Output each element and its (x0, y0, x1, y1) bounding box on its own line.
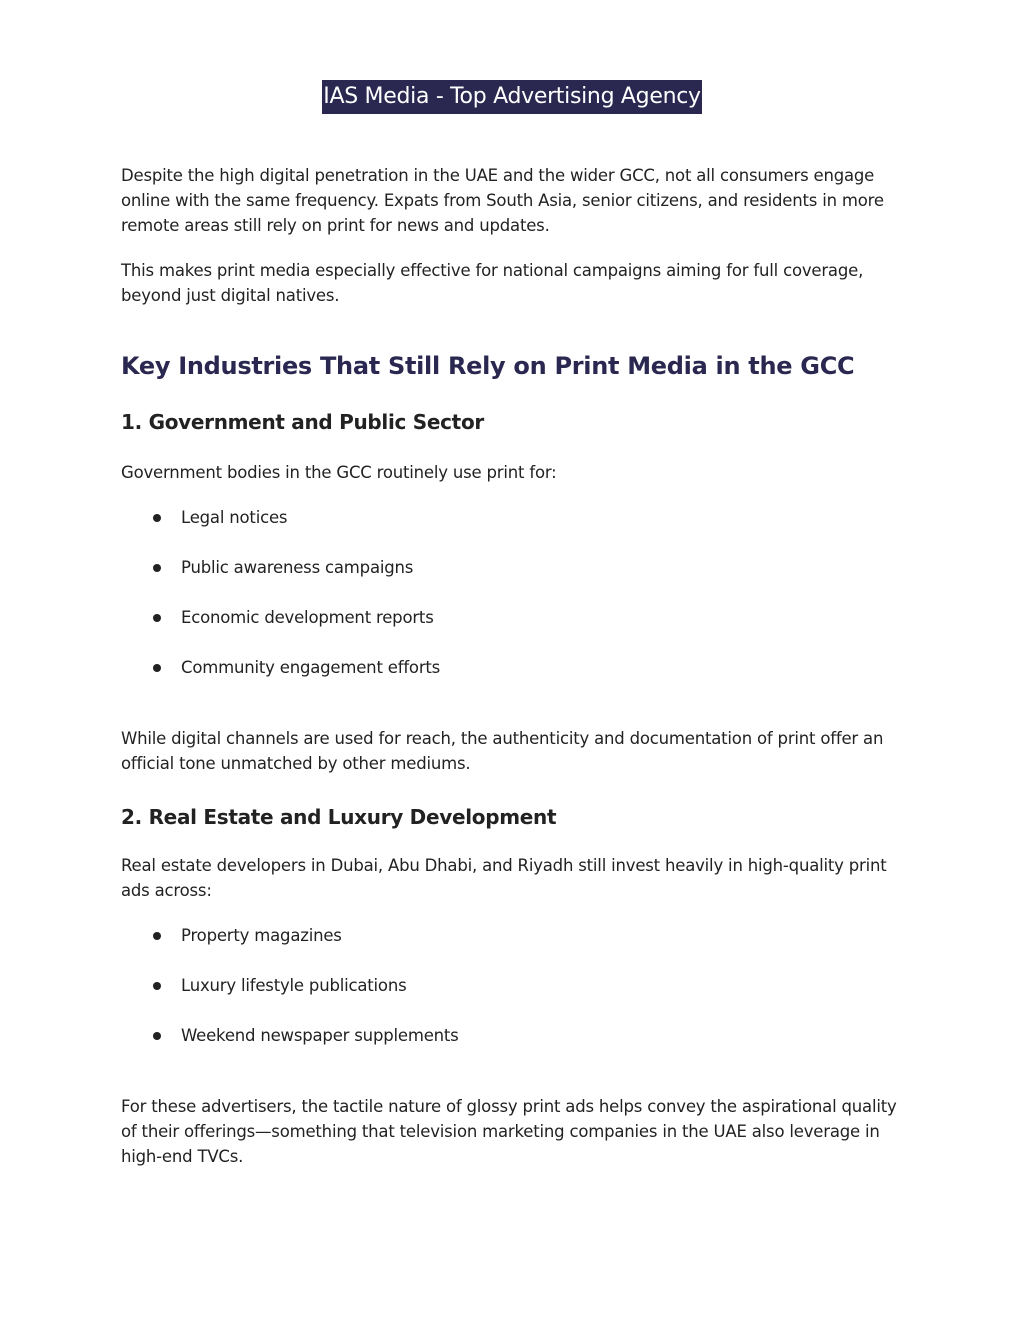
list-item-text: Economic development reports (181, 608, 434, 627)
bullet-icon (153, 514, 161, 522)
government-list (121, 505, 906, 705)
list-item-text: Legal notices (181, 508, 288, 527)
section-title: Key Industries That Still Rely on Print Media in the GCC (121, 352, 855, 380)
list-item-text: Public awareness campaigns (181, 558, 414, 577)
list-item-text: Weekend newspaper supplements (181, 1026, 459, 1045)
list-item (121, 973, 906, 1023)
list-item (121, 605, 906, 655)
list-item (121, 923, 906, 973)
list-item-text: Property magazines (181, 926, 342, 945)
list-item (121, 655, 906, 705)
header-title: IAS Media - Top Advertising Agency (322, 80, 701, 114)
real-estate-list (121, 923, 906, 1073)
intro-paragraph-2: This makes print media especially effective for national campaigns aiming for full coverage, beyond just digital natives. (121, 261, 864, 305)
bullet-icon (153, 982, 161, 990)
list-item (121, 505, 906, 555)
government-closing: While digital channels are used for reach, the authenticity and documentation of print offer an official tone unmatched by other mediums. (121, 729, 884, 773)
bullet-icon (153, 664, 161, 672)
bullet-icon (153, 932, 161, 940)
government-heading: 1. Government and Public Sector (121, 410, 484, 434)
real-estate-closing: For these advertisers, the tactile nature of glossy print ads helps convey the aspirational quality of their offerings—something that television marketing companies in the UAE also leverage in high-end TVCs. (121, 1097, 897, 1166)
header-banner (0, 80, 1024, 114)
bullet-icon (153, 614, 161, 622)
document-body (121, 163, 906, 1169)
real-estate-heading: 2. Real Estate and Luxury Development (121, 805, 557, 829)
list-item-text: Luxury lifestyle publications (181, 976, 407, 995)
bullet-icon (153, 1032, 161, 1040)
list-item (121, 1023, 906, 1073)
government-lead: Government bodies in the GCC routinely use print for: (121, 463, 557, 482)
list-item (121, 555, 906, 605)
real-estate-lead: Real estate developers in Dubai, Abu Dhabi, and Riyadh still invest heavily in high-quality print ads across: (121, 856, 887, 900)
intro-paragraph-1: Despite the high digital penetration in the UAE and the wider GCC, not all consumers engage online with the same frequency. Expats from South Asia, senior citizens, and residents in more remote areas still rely on print for news and updates. (121, 166, 884, 235)
list-item-text: Community engagement efforts (181, 658, 441, 677)
bullet-icon (153, 564, 161, 572)
